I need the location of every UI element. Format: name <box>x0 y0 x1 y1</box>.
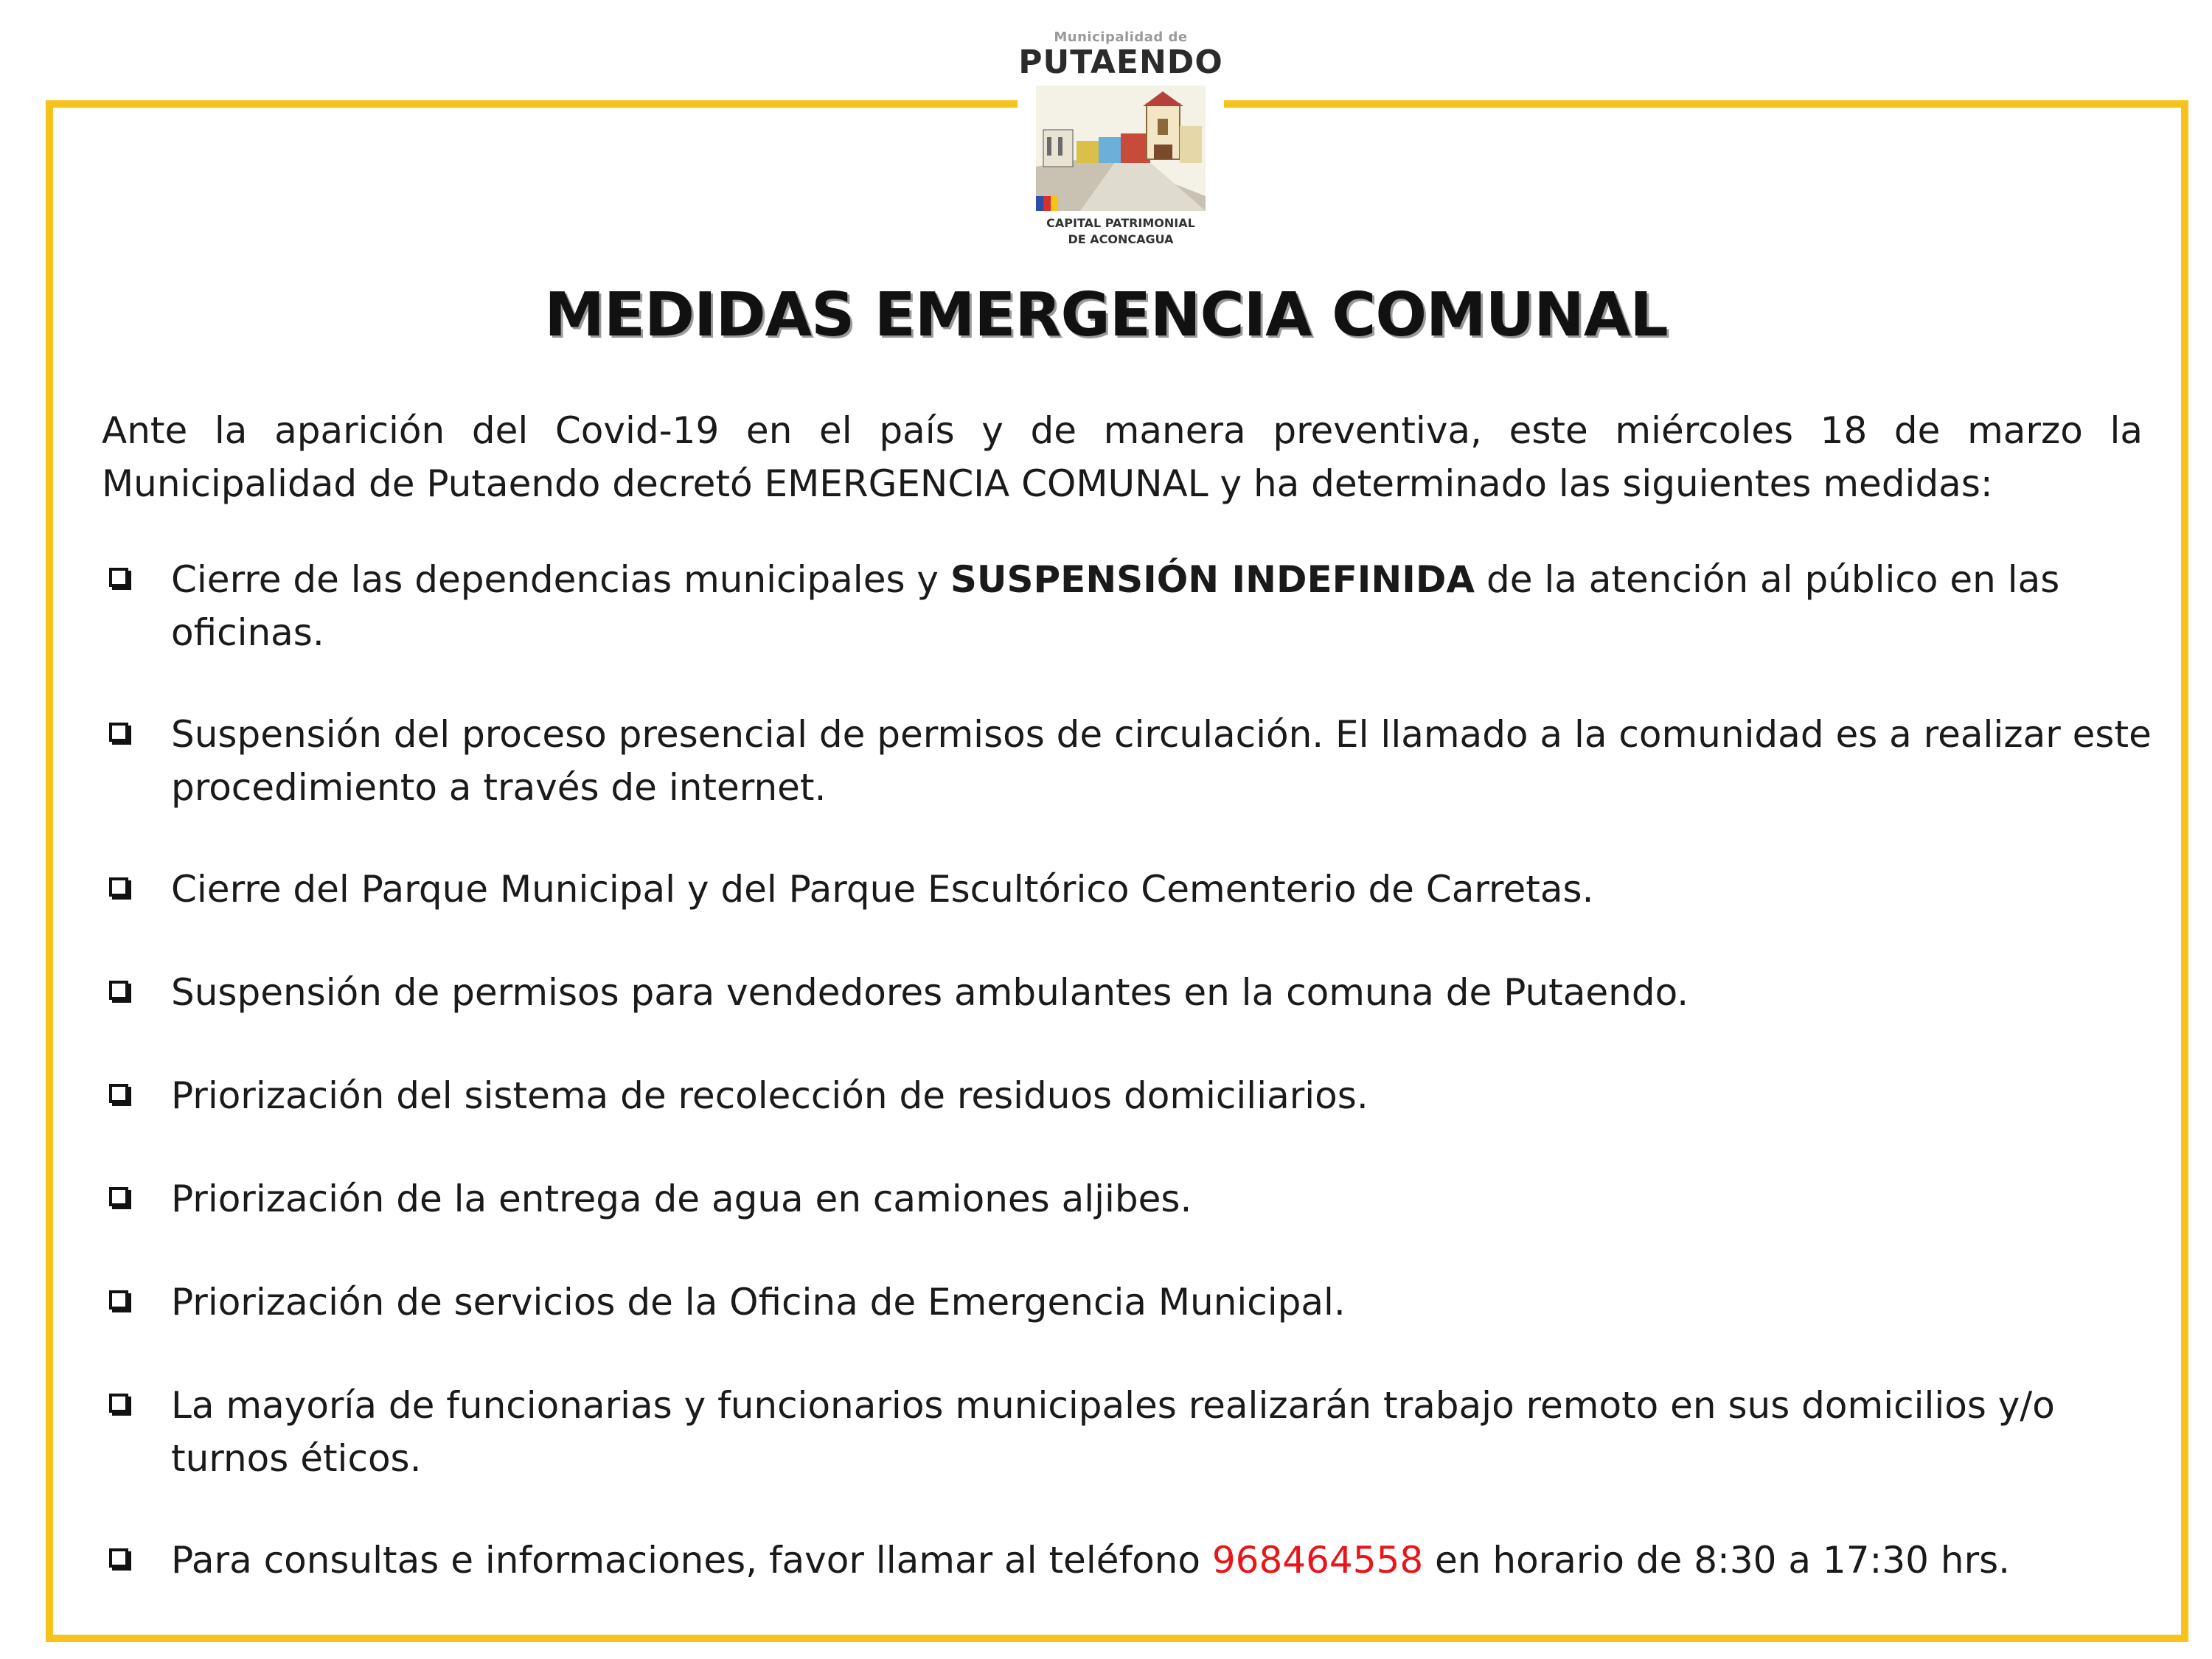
list-item-text: Suspensión del proceso presencial de permisos de circulación. El llamado a la comunidad es a realizar este procedimiento a través de internet. <box>171 713 2152 809</box>
page-title: MEDIDAS EMERGENCIA COMUNAL <box>544 280 1668 350</box>
checkbox-bullet-icon <box>109 981 128 1000</box>
intro-paragraph: Ante la aparición del Covid-19 en el país y de manera preventiva, este miércoles 18 de marzo la Municipalidad de Putaendo decretó EMERGENCIA COMUNAL y ha determinado las siguientes medidas: <box>102 409 2143 505</box>
town-illustration <box>1036 86 1206 211</box>
list-item-text: Priorización de la entrega de agua en camiones aljibes. <box>171 1178 1192 1220</box>
phone-number: 968464558 <box>1211 1539 1424 1582</box>
checkbox-bullet-icon <box>109 1290 128 1310</box>
checkbox-bullet-icon <box>109 1084 128 1103</box>
checkbox-bullet-icon <box>109 723 128 742</box>
bold-highlight: SUSPENSIÓN INDEFINIDA <box>950 558 1475 601</box>
list-item-text: Cierre del Parque Municipal y del Parque Escultórico Cementerio de Carretas. <box>171 868 1594 911</box>
logo-bottom-line1: CAPITAL PATRIMONIAL <box>1046 216 1195 230</box>
checkbox-bullet-icon <box>109 1187 128 1206</box>
checkbox-bullet-icon <box>109 568 128 587</box>
checkbox-bullet-icon <box>109 1394 128 1413</box>
list-item-text: Priorización del sistema de recolección de residuos domiciliarios. <box>171 1074 1368 1117</box>
checkbox-bullet-icon <box>109 877 128 897</box>
list-item-text: La mayoría de funcionarias y funcionarios municipales realizarán trabajo remoto en sus domicilios y/o turnos éticos. <box>171 1384 2055 1480</box>
list-item-text: Suspensión de permisos para vendedores ambulantes en la comuna de Putaendo. <box>171 971 1689 1014</box>
logo-top-big: PUTAENDO <box>1018 44 1223 81</box>
municipal-logo <box>1018 15 1224 258</box>
logo-bottom-line2: DE ACONCAGUA <box>1068 232 1174 246</box>
list-item-text: Priorización de servicios de la Oficina de Emergencia Municipal. <box>171 1281 1346 1324</box>
checkbox-bullet-icon <box>109 1548 128 1568</box>
list-item-text: Para consultas e informaciones, favor llamar al teléfono 968464558 en horario de 8:30 a 17:30 hrs. <box>171 1539 2011 1582</box>
logo-top-small: Municipalidad de <box>1054 29 1188 45</box>
list-item-text: Cierre de las dependencias municipales y SUSPENSIÓN INDEFINIDA de la atención al público en las oficinas. <box>171 558 2060 654</box>
